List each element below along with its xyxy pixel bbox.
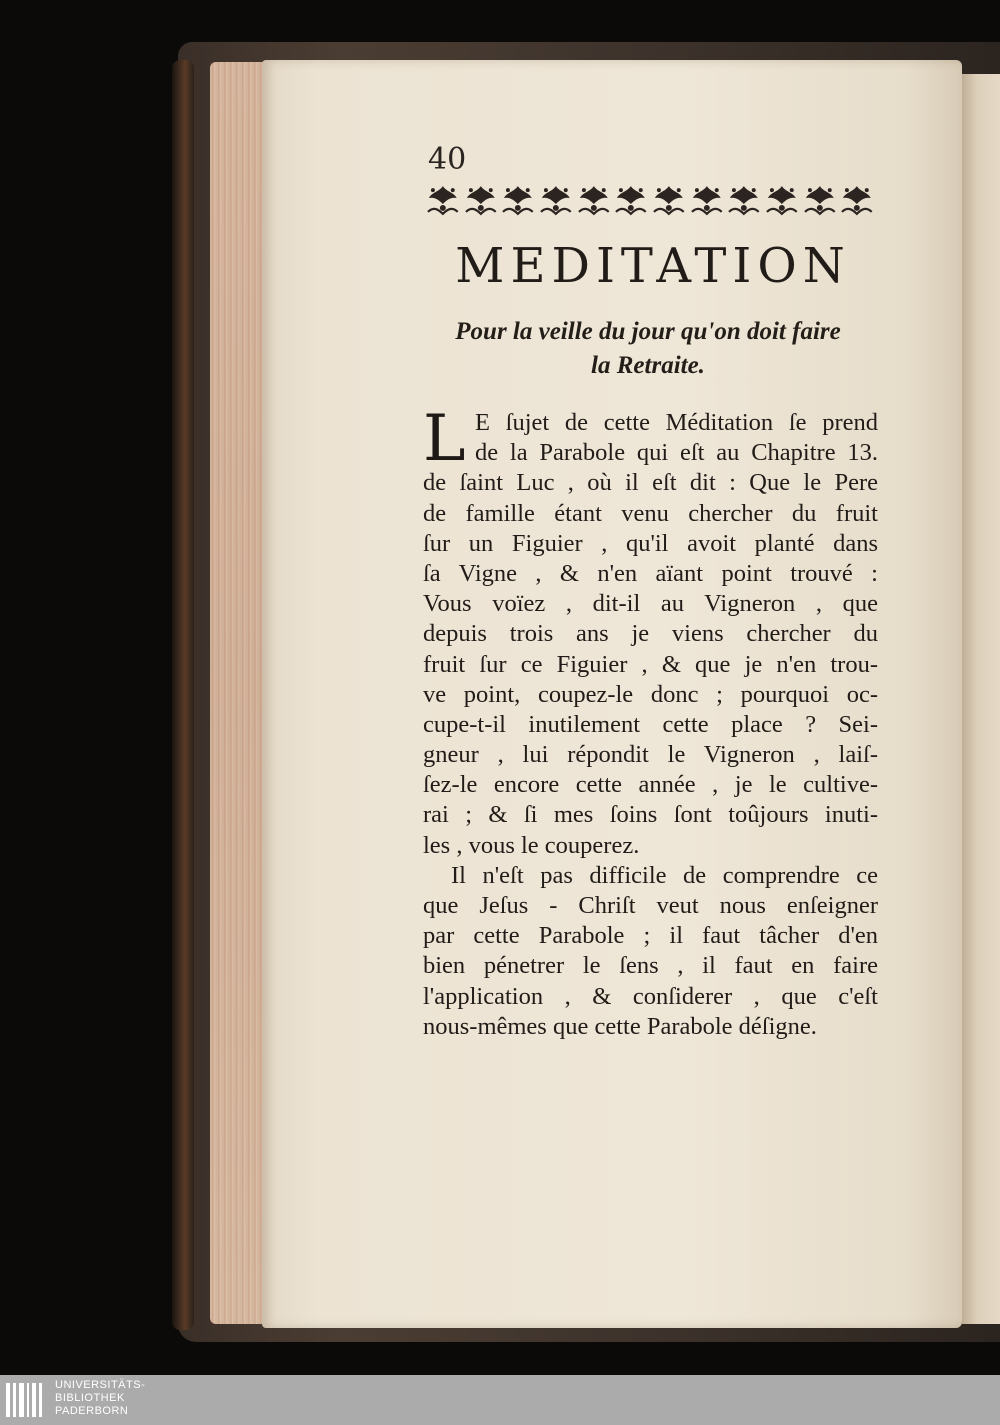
page-subtitle [418,315,878,383]
text-line: ſez-le encore cette année , je le cultive- [423,771,878,799]
footer-bar [0,1375,1000,1425]
paragraph-1 [423,468,878,860]
text-line: Vous voïez , dit-il au Vigneron , que [423,590,878,618]
fleuron-ornament-icon [612,182,650,218]
text-line: E ſujet de cette Méditation ſe prend [475,409,878,436]
subtitle-line: la Retraite. [591,352,705,379]
text-line: par cette Parabole ; il faut tâcher d'en [423,922,878,950]
library-name-line: UNIVERSITÄTS- [55,1379,146,1391]
facing-page-edge [962,74,1000,1324]
text-line: que Jeſus - Chriſt veut nous enſeigner [423,892,878,920]
ornament-band [424,180,876,220]
text-line: rai ; & ſi mes ſoins ſont toûjours inuti- [423,801,878,829]
fleuron-ornament-icon [688,182,726,218]
fleuron-ornament-icon [763,182,801,218]
fleuron-ornament-icon [462,182,500,218]
fleuron-ornament-icon [575,182,613,218]
subtitle-line: Pour la veille du jour qu'on doit faire [455,318,841,345]
library-name [55,1379,145,1418]
text-line: ſur un Figuier , qu'il avoit planté dans [423,529,878,557]
fleuron-ornament-icon [650,182,688,218]
text-line: de la Parabole qui eſt au Chapitre 13. [475,439,878,467]
drop-cap: L [423,402,466,476]
text-line: ve point, coupez-le donc ; pourquoi oc- [423,680,878,708]
library-logo-icon [6,1381,48,1419]
body-text [423,402,878,1042]
text-line: ſa Vigne , & n'en aïant point trouvé : [423,559,878,587]
text-line: bien pénetrer le ſens , il faut en faire [423,952,878,980]
fleuron-ornament-icon [801,182,839,218]
text-line: de famille étant venu chercher du fruit [423,499,878,527]
fleuron-ornament-icon [838,182,876,218]
library-name-line: PADERBORN [55,1405,129,1417]
text-line: de ſaint Luc , où il eſt dit : Que le Pere [423,469,878,497]
page-title: MEDITATION [455,238,851,294]
text-line: gneur , lui répondit le Vigneron , laiſ- [423,741,878,769]
fleuron-ornament-icon [424,182,462,218]
library-name-line: BIBLIOTHEK [55,1392,125,1404]
page-number: 40 [428,142,467,177]
text-line: cupe-t-il inutilement cette place ? Sei- [423,710,878,738]
text-line: nous-mêmes que cette Parabole déſigne. [423,1012,817,1040]
fleuron-ornament-icon [499,182,537,218]
fleuron-ornament-icon [725,182,763,218]
text-line: fruit ſur ce Figuier , & que je n'en trou- [423,650,878,678]
paragraph-2 [423,861,878,1042]
text-line: les , vous le couperez. [423,831,640,859]
book-spine-edge [172,60,194,1330]
text-line: Il n'eſt pas difficile de comprendre ce [451,861,878,889]
fleuron-ornament-icon [537,182,575,218]
paragraph-opening [423,402,878,476]
text-line: l'application , & conſiderer , que c'eſt [423,982,878,1010]
text-line: depuis trois ans je viens chercher du [423,620,878,648]
